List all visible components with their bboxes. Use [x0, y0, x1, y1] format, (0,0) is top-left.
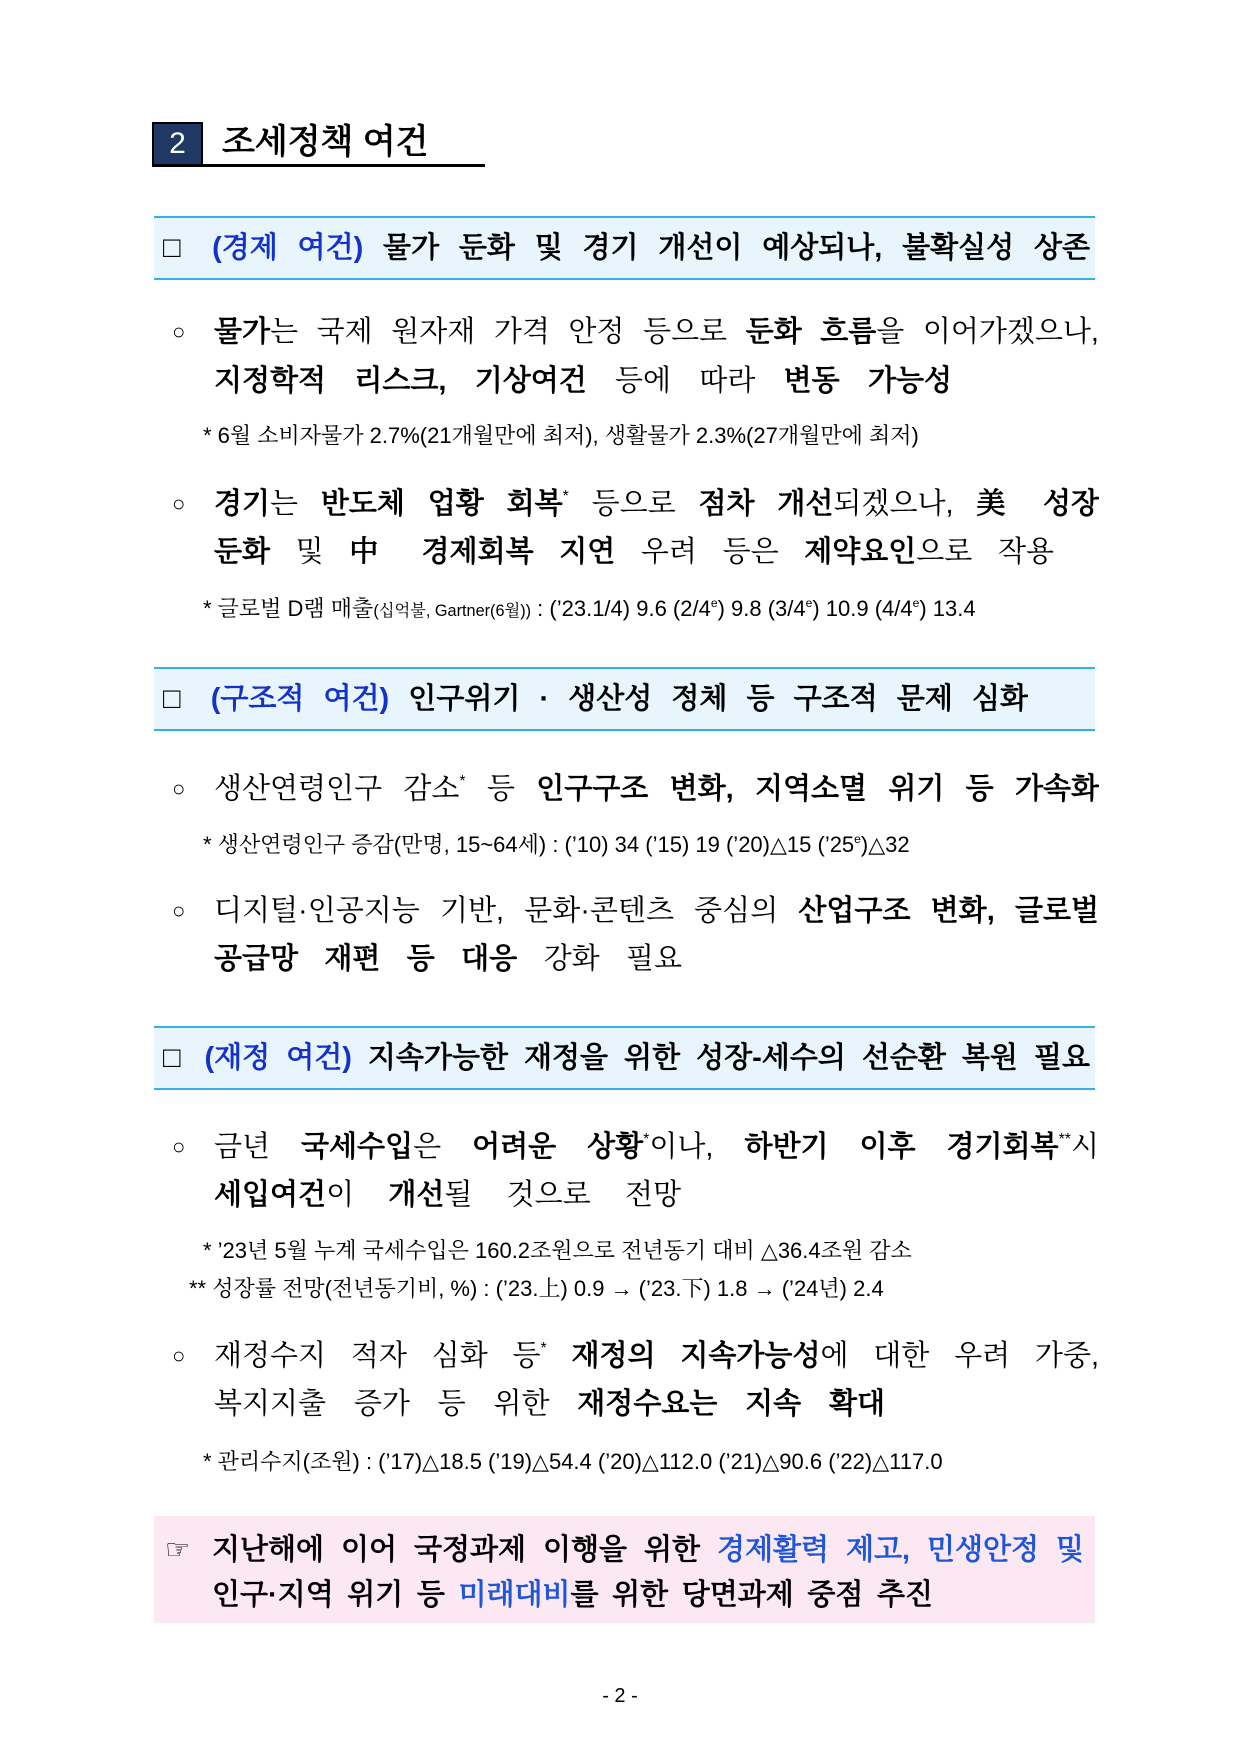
header-text [163, 218, 1090, 278]
bold-text: 반도체 업황 회복 [320, 488, 563, 520]
footnote [203, 1447, 1093, 1477]
text-run: 는 [270, 488, 321, 520]
bullet-marker: ○ [172, 491, 186, 516]
bold-text: 세입여건 [214, 1179, 327, 1211]
text-run: 시 [1070, 1131, 1099, 1163]
small-text: (십억불, Gartner(6월)) [373, 602, 532, 620]
bold-text: 제약요인 [804, 536, 917, 568]
footnote [189, 1274, 1093, 1304]
footnote [203, 421, 1093, 451]
text-run: 이나, [649, 1131, 745, 1163]
bullet-line [214, 310, 1099, 354]
section-title: 조세정책 여건 [222, 123, 429, 161]
text-run: 디지털·인공지능 기반, 문화·콘텐츠 중심의 [214, 895, 799, 927]
text-run: 등으로 [568, 488, 699, 520]
bold-text: 공급망 재편 등 대응 [214, 943, 518, 975]
highlighted-text: 미래대비 [458, 1579, 571, 1611]
text-run: 등에 따라 [586, 365, 784, 397]
policy-callout-box [154, 1516, 1095, 1623]
fiscal-conditions-header [154, 1026, 1095, 1090]
bold-text: 지정학적 리스크, 기상여건 [214, 365, 587, 397]
bold-text: 경기 [214, 488, 271, 520]
text-run: 재정수지 적자 심화 등 [214, 1340, 541, 1372]
text-run: 을 이어가겠으나, [876, 316, 1099, 348]
text-run: 은 [413, 1131, 473, 1163]
text-run: □ [163, 1042, 205, 1074]
bold-text: 재정의 지속가능성 [571, 1340, 821, 1372]
bullet-line [214, 767, 1099, 811]
bullet-line [214, 1125, 1099, 1169]
footnote-mark: * [562, 488, 569, 506]
bold-text: 를 위한 당면과제 중점 추진 [570, 1579, 933, 1611]
bold-text: 개선 [388, 1179, 445, 1211]
highlighted-text: (경제 여건) [212, 232, 364, 264]
bold-text: 물가 둔화 및 경기 개선이 예상되나, 불확실성 상존 [363, 232, 1090, 264]
structural-conditions-header [154, 667, 1095, 731]
text-run: )△32 [860, 832, 910, 857]
text-run: 이 [326, 1179, 389, 1211]
footnote-mark: * [643, 1131, 650, 1149]
bold-text: 점차 개선 [698, 488, 834, 520]
text-run: 금년 [214, 1131, 302, 1163]
footnote-mark: e [912, 595, 920, 610]
footnote-mark: e [710, 595, 718, 610]
bullet-marker: ○ [172, 319, 186, 344]
bold-text: 지난해에 이어 국정과제 이행을 위한 [212, 1534, 717, 1566]
bold-text: 中 경제회복 지연 [349, 536, 616, 568]
callout-line [212, 1573, 933, 1617]
header-text [163, 669, 1028, 729]
text-run: * 6월 소비자물가 2.7%(21개월만에 최저), 생활물가 2.3%(27개월만에 최저) [203, 423, 919, 448]
text-run: 에 대한 우려 가중, [820, 1340, 1099, 1372]
bold-text: 둔화 [214, 536, 271, 568]
bullet-line [214, 889, 1099, 933]
text-run: 으로 작용 [916, 536, 1054, 568]
text-run: ) 9.8 (3/4 [717, 596, 806, 621]
text-run: ) 13.4 [919, 596, 976, 621]
bold-text: 하반기 이후 경기회복 [744, 1131, 1059, 1163]
bullet-marker: ○ [172, 1134, 186, 1159]
section-title-underline [152, 164, 485, 167]
bold-text: 물가 [214, 316, 271, 348]
bullet-line [214, 1173, 681, 1217]
highlighted-text: (구조적 여건) [210, 683, 390, 715]
text-run: * ’23년 5월 누계 국세수입은 160.2조원으로 전년동기 대비 △36.4조원 감소 [203, 1238, 912, 1263]
header-text [163, 1028, 1090, 1088]
text-run: * 생산연령인구 증감(만명, 15~64세) : (’10) 34 (’15) 19 (’20)△15 (’25 [203, 832, 855, 857]
text-run: 등 [465, 773, 537, 805]
economic-conditions-header [154, 216, 1095, 280]
text-run: * 글로벌 D램 매출 [203, 596, 374, 621]
text-run: 되겠으나, [833, 488, 977, 520]
bold-text: 둔화 흐름 [745, 316, 877, 348]
bullet-marker: ○ [172, 776, 186, 801]
bullet-line [214, 530, 1054, 574]
bold-text: 인구위기 · 생산성 정체 등 구조적 문제 심화 [389, 683, 1028, 715]
footnote-mark: * [540, 1340, 547, 1358]
bold-text: 인구구조 변화, 지역소멸 위기 등 가속화 [536, 773, 1099, 805]
highlighted-text: (재정 여건) [204, 1042, 352, 1074]
text-run: 생산연령인구 감소 [214, 773, 460, 805]
bullet-line [214, 1382, 885, 1426]
pointing-hand-icon: ☞ [165, 1534, 191, 1565]
bullet-line [214, 359, 952, 403]
text-run: * 관리수지(조원) : (’17)△18.5 (’19)△54.4 (’20)△112.0 (’21)△90.6 (’22)△117.0 [203, 1449, 943, 1474]
footnote-mark: e [854, 831, 861, 846]
footnote-mark: * [459, 773, 466, 791]
bold-text: 인구·지역 위기 등 [212, 1579, 459, 1611]
highlighted-text: 경제활력 제고, 민생안정 및 [716, 1534, 1084, 1566]
text-run: 는 국제 원자재 가격 안정 등으로 [270, 316, 746, 348]
text-run: □ [163, 683, 211, 715]
text-run: 복지지출 증가 등 위한 [214, 1388, 578, 1420]
text-run: 우려 등은 [615, 536, 805, 568]
text-run: ** 성장률 전망(전년동기비, %) : (’23.上) 0.9 → (’23.下) 1.8 → (’24년) 2.4 [189, 1276, 884, 1301]
footnote-mark: e [805, 595, 813, 610]
text-run: 강화 필요 [517, 943, 682, 975]
text-run [547, 1340, 572, 1372]
footnote [203, 594, 1093, 624]
bullet-line [214, 937, 682, 981]
callout-line [212, 1528, 1084, 1572]
bold-text: 어려운 상황 [472, 1131, 644, 1163]
page-number: - 2 - [602, 1685, 638, 1707]
footnote-mark: ** [1058, 1131, 1071, 1149]
text-run: ) 10.9 (4/4 [812, 596, 913, 621]
bold-text: 재정수요는 지속 확대 [577, 1388, 885, 1420]
footnote [203, 1236, 1093, 1266]
text-run: 될 것으로 전망 [444, 1179, 681, 1211]
bold-text: 지속가능한 재정을 위한 성장-세수의 선순환 복원 필요 [351, 1042, 1090, 1074]
bold-text: 산업구조 변화, 글로벌 [798, 895, 1099, 927]
bullet-marker: ○ [172, 1343, 186, 1368]
bold-text: 변동 가능성 [783, 365, 952, 397]
text-run: □ [163, 232, 213, 264]
bold-text: 美 성장 [976, 488, 1099, 520]
bold-text: 국세수입 [301, 1131, 414, 1163]
text-run: 및 [270, 536, 350, 568]
section-number-box: 2 [152, 122, 203, 166]
bullet-line [214, 482, 1099, 526]
bullet-line [214, 1334, 1099, 1378]
text-run: : (’23.1/4) 9.6 (2/4 [531, 596, 711, 621]
bullet-marker: ○ [172, 898, 186, 923]
footnote [203, 830, 1093, 860]
